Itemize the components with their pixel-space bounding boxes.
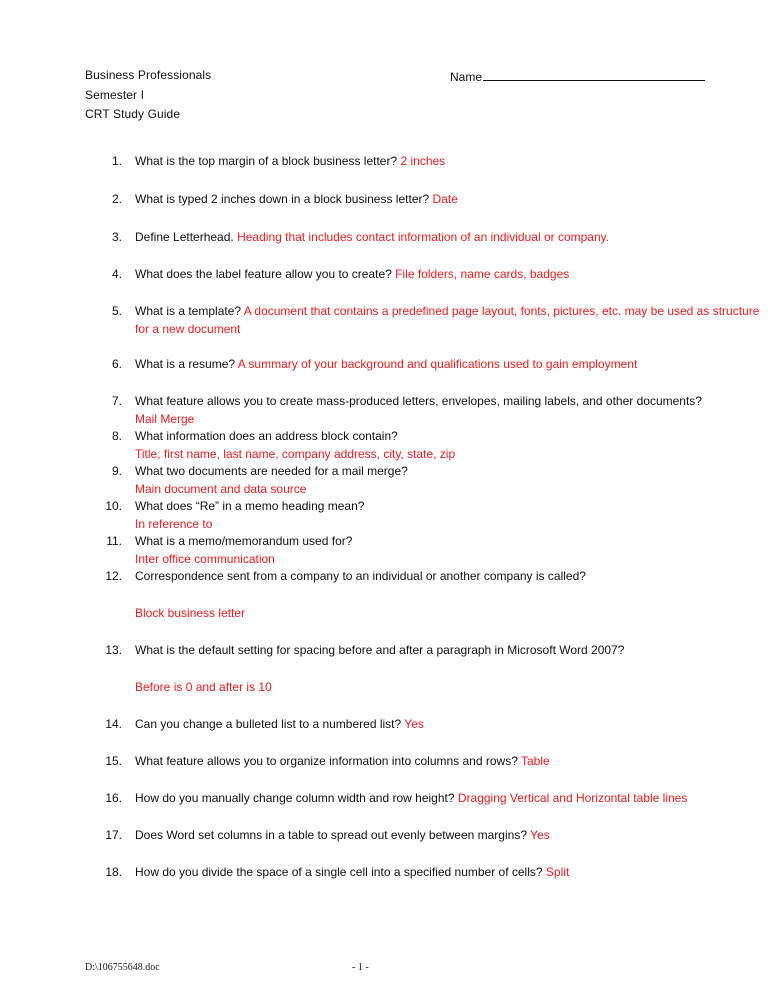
question-number: 4.: [111, 267, 122, 281]
question-text: Correspondence sent from a company to an individual or another company is called?: [135, 569, 586, 583]
course-title: Business Professionals: [85, 68, 212, 82]
question-text: What two documents are needed for a mail merge?: [135, 464, 408, 478]
question-number: 6.: [111, 357, 122, 371]
question-number: 9.: [111, 464, 122, 478]
answer-text: Heading that includes contact information of an individual or company.: [237, 230, 610, 244]
footer-file-path: D:\106755648.doc: [85, 962, 160, 973]
question-text: Can you change a bulleted list to a numbered list?: [135, 717, 402, 731]
question-number: 18.: [105, 865, 122, 879]
question-number: 7.: [111, 394, 122, 408]
question-text: What does “Re” in a memo heading mean?: [135, 499, 365, 513]
question-number: 3.: [111, 230, 122, 244]
question-number: 12.: [105, 569, 122, 583]
question-number: 8.: [111, 429, 122, 443]
answer-text: Inter office communication: [135, 552, 275, 566]
question-number: 15.: [105, 754, 122, 768]
answer-text: Yes: [404, 717, 424, 731]
semester-label: Semester I: [85, 87, 145, 102]
question-text: How do you manually change column width and row height?: [135, 791, 455, 805]
name-label: Name: [450, 70, 483, 84]
answer-text: 2 inches: [400, 154, 446, 168]
answer-text: Yes: [530, 828, 550, 842]
answer-text: Split: [545, 865, 570, 879]
question-number: 5.: [111, 304, 122, 318]
question-number: 14.: [105, 717, 122, 731]
question-text: Define Letterhead.: [135, 230, 234, 244]
question-text: How do you divide the space of a single cell into a specified number of cells?: [135, 865, 543, 879]
answer-text: A document that contains a predefined page layout, fonts, pictures, etc. may be used as structure: [243, 304, 760, 318]
name-blank-line: [483, 66, 705, 81]
name-field: [450, 66, 705, 88]
answer-text: Block business letter: [135, 606, 246, 620]
answer-text: Mail Merge: [135, 412, 195, 426]
question-text: What is a resume?: [135, 357, 236, 371]
answer-text: Dragging Vertical and Horizontal table lines: [457, 791, 688, 805]
question-text: What is the default setting for spacing before and after a paragraph in Microsoft Word 2007?: [135, 643, 625, 657]
answer-text: Main document and data source: [135, 482, 307, 496]
answer-text: Title, first name, last name, company address, city, state, zip: [135, 447, 456, 461]
question-text: What feature allows you to create mass-produced letters, envelopes, mailing labels, and other documents?: [135, 394, 702, 408]
footer-page-number: - 1 -: [352, 962, 369, 973]
answer-text: A summary of your background and qualifications used to gain employment: [237, 357, 638, 371]
question-text: What is the top margin of a block business letter?: [135, 154, 398, 168]
question-text: What information does an address block contain?: [135, 429, 398, 443]
question-number: 1.: [111, 154, 122, 168]
guide-title: CRT Study Guide: [85, 107, 181, 121]
question-number: 10.: [105, 499, 122, 513]
answer-text: Before is 0 and after is 10: [135, 680, 272, 694]
answer-text: In reference to: [135, 517, 213, 531]
answer-text: Date: [432, 192, 458, 206]
question-number: 16.: [105, 791, 122, 805]
question-text: What is a template?: [135, 304, 242, 318]
answer-text: Table: [521, 754, 550, 768]
question-number: 11.: [106, 534, 122, 548]
question-text: What is typed 2 inches down in a block business letter?: [135, 192, 430, 206]
question-text: Does Word set columns in a table to spread out evenly between margins?: [135, 828, 527, 842]
question-text: What does the label feature allow you to create?: [135, 267, 392, 281]
question-text: What feature allows you to organize information into columns and rows?: [135, 754, 518, 768]
question-number: 2.: [111, 192, 122, 206]
answer-text: File folders, name cards, badges: [395, 267, 570, 281]
question-number: 17.: [105, 828, 122, 842]
document-header: [85, 66, 211, 125]
question-number: 13.: [105, 643, 122, 657]
question-text: What is a memo/memorandum used for?: [135, 534, 353, 548]
answer-text-continued: for a new document: [135, 322, 241, 336]
